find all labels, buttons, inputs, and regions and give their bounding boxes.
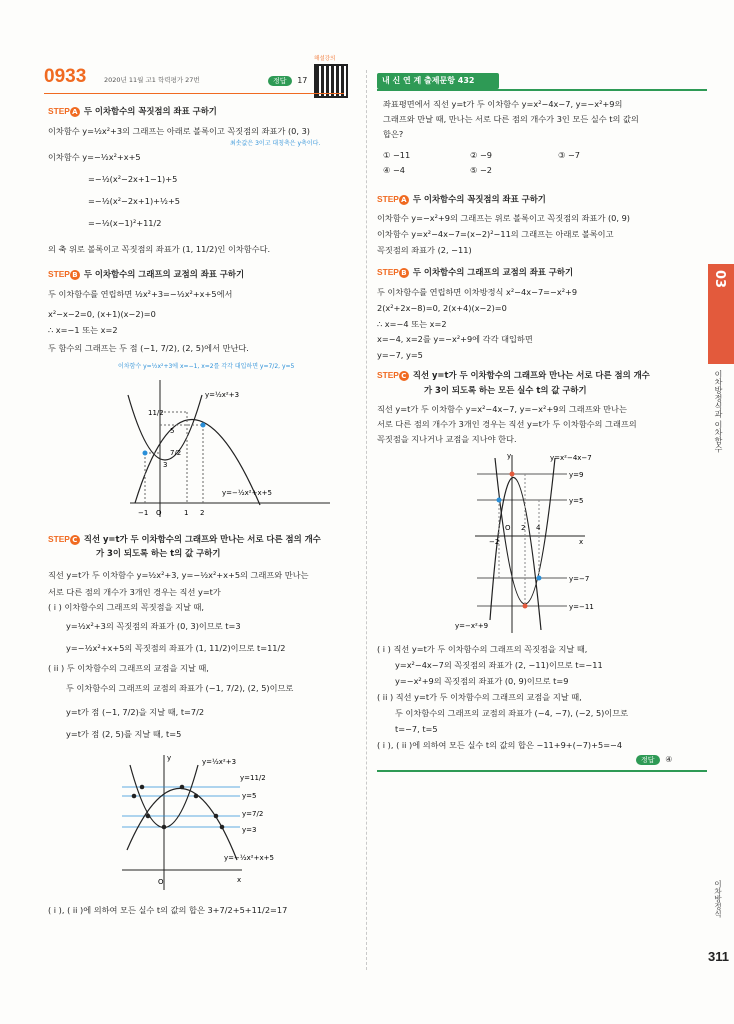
step-a-line-5: =−½(x−1)²+11/2 xyxy=(88,218,162,228)
graph-1-y-11-2: 11/2 xyxy=(148,409,164,417)
column-divider xyxy=(366,70,367,970)
right-step-b-line-4: x=−4, x=2를 y=−x²+9에 각각 대입하면 xyxy=(377,334,533,344)
right-step-c-line-1: 직선 y=t가 두 이차함수 y=x²−4x−7, y=−x²+9의 그래프와 만나는 xyxy=(377,404,627,414)
graph-2-point-6 xyxy=(132,794,137,799)
graph-2-label-f2: y=−½x²+x+5 xyxy=(224,854,274,862)
right-step-c-heading-2: 가 3이 되도록 하는 모든 실수 t의 값 구하기 xyxy=(424,385,587,395)
right-graph-x-m2: −2 xyxy=(489,538,500,546)
right-answer-value: ④ xyxy=(665,755,673,764)
graph-2-label-h2: y=5 xyxy=(242,792,257,800)
right-sol-line-1: ( i ) 직선 y=t가 두 이차함수의 그래프의 꼭짓점을 지날 때, xyxy=(377,644,588,654)
graph-2-downward-parabola xyxy=(127,788,237,860)
step-a-line-1: 이차함수 y=½x²+3의 그래프는 아래로 볼록이고 꼭짓점의 좌표가 (0, 3) xyxy=(48,126,310,136)
graph-1-x-0: O xyxy=(156,509,162,517)
right-step-a-heading: STEP A 두 이차함수의 꼭짓점의 좌표 구하기 xyxy=(377,194,546,204)
graph-2-label-h1: y=11/2 xyxy=(240,774,266,782)
right-sol-line-2: y=x²−4x−7의 꼭짓점의 좌표가 (2, −11)이므로 t=−11 xyxy=(395,660,603,670)
right-step-a-line-1: 이차함수 y=−x²+9의 그래프는 위로 볼록이고 꼭짓점의 좌표가 (0, 9) xyxy=(377,213,630,223)
step-a-line-3: =−½(x²−2x+1−1)+5 xyxy=(88,174,178,184)
graph-2-point-3 xyxy=(146,814,151,819)
graph-2 xyxy=(112,750,342,895)
right-answer-badge: 정답 xyxy=(636,755,660,765)
step-c-line-4: y=½x²+3의 꼭짓점의 좌표가 (0, 3)이므로 t=3 xyxy=(66,621,241,631)
graph-1-y-3: 3 xyxy=(163,461,168,469)
graph-1-x-m1: −1 xyxy=(138,509,149,517)
question-line-3: 합은? xyxy=(383,129,404,139)
step-a-line-2: 이차함수 y=−½x²+x+5 xyxy=(48,152,141,162)
graph-2-label-f1: y=½x²+3 xyxy=(202,758,237,766)
right-graph-y-label: y xyxy=(507,452,512,460)
choice-5[interactable]: ⑤ −2 xyxy=(470,165,493,175)
step-b-line-2: x²−x−2=0, (x+1)(x−2)=0 xyxy=(48,309,156,319)
step-b-line-4: 두 함수의 그래프는 두 점 (−1, 7/2), (2, 5)에서 만난다. xyxy=(48,343,249,353)
step-c-line-8: y=t가 점 (−1, 7/2)을 지날 때, t=7/2 xyxy=(66,707,205,717)
graph-2-point-5 xyxy=(140,785,145,790)
step-a-line-6: 의 축 위로 볼록이고 꼭짓점의 좌표가 (1, 11/2)인 이차함수다. xyxy=(48,244,271,254)
right-graph-label-f1: y=x²−4x−7 xyxy=(550,454,592,462)
right-step-b-heading: STEP B 두 이차함수의 그래프의 교점의 좌표 구하기 xyxy=(377,267,574,277)
step-b-line-3: ∴ x=−1 또는 x=2 xyxy=(48,325,118,335)
choice-4[interactable]: ④ −4 xyxy=(383,165,406,175)
right-graph-label-h5: y=5 xyxy=(569,497,584,505)
right-sol-line-7: ( i ), ( ii )에 의하여 모든 실수 t의 값의 합은 −11+9+(−7)+5=−4 xyxy=(377,740,623,750)
chapter-tab[interactable]: 03 xyxy=(708,264,734,364)
answer-indicator xyxy=(268,76,307,85)
right-step-b-line-3: ∴ x=−4 또는 x=2 xyxy=(377,319,447,329)
graph-1-intersection-right xyxy=(201,423,206,428)
right-step-c-heading-1: STEP C 직선 y=t가 두 이차함수의 그래프와 만나는 서로 다른 점의 개수 xyxy=(377,370,650,380)
step-a-note: 최솟값은 3이고 대칭축은 y축이다. xyxy=(230,140,321,147)
graph-1-x-2: 2 xyxy=(200,509,205,517)
right-graph-origin: O xyxy=(505,524,511,532)
right-step-c-line-2: 서로 다른 점의 개수가 3개인 경우는 직선 y=t가 두 이차함수의 그래프의 xyxy=(377,419,637,429)
right-bottom-rule xyxy=(377,770,707,772)
right-sol-line-5: 두 이차함수의 그래프의 교점의 좌표가 (−4, −7), (−2, 5)이므로 xyxy=(395,708,629,718)
right-header: 내 신 연 계 출제문항 432 xyxy=(377,73,499,89)
graph-2-label-h4: y=3 xyxy=(242,826,257,834)
section-title: 이차방정식 xyxy=(713,880,723,918)
right-sol-line-4: ( ii ) 직선 y=t가 두 이차함수의 그래프의 교점을 지날 때, xyxy=(377,692,582,702)
graph-1-label-f1: y=½x²+3 xyxy=(205,391,240,399)
right-graph-label-hm11: y=−11 xyxy=(569,603,594,611)
right-graph-vertex-bottom xyxy=(523,604,528,609)
right-graph-intersection-1 xyxy=(497,498,502,503)
page-number: 311 xyxy=(708,949,729,964)
right-graph-x-label: x xyxy=(579,538,584,546)
right-step-a-line-2: 이차함수 y=x²−4x−7=(x−2)²−11의 그래프는 아래로 볼록이고 xyxy=(377,229,614,239)
graph-2-label-h3: y=7/2 xyxy=(242,810,264,818)
choice-2[interactable]: ② −9 xyxy=(470,150,493,160)
question-line-2: 그래프와 만날 때, 만나는 서로 다른 점의 개수가 3인 모든 실수 t의 값의 xyxy=(383,114,639,124)
qr-label: 해설강의 xyxy=(314,56,336,62)
right-sol-line-6: t=−7, t=5 xyxy=(395,724,438,734)
step-b-heading: STEP B 두 이차함수의 그래프의 교점의 좌표 구하기 xyxy=(48,269,245,279)
graph-1-x-1: 1 xyxy=(184,509,189,517)
exam-info: 2020년 11월 고1 학력평가 27번 xyxy=(104,76,200,84)
right-sol-line-3: y=−x²+9의 꼭짓점의 좌표가 (0, 9)이므로 t=9 xyxy=(395,676,569,686)
left-conclusion: ( i ), ( ii )에 의하여 모든 실수 t의 값의 합은 3+7/2+5+11/2=17 xyxy=(48,905,288,915)
graph-1-intersection-left xyxy=(143,451,148,456)
right-header-rule xyxy=(377,89,707,91)
right-graph-x-4: 4 xyxy=(536,524,541,532)
right-graph-label-h9: y=9 xyxy=(569,471,584,479)
graph-1-y-5: 5 xyxy=(170,427,175,435)
right-graph-vertex-top xyxy=(510,472,515,477)
step-c-line-6: ( ii ) 두 이차함수의 그래프의 교점을 지날 때, xyxy=(48,663,209,673)
step-c-heading-2: 가 3이 되도록 하는 t의 값 구하기 xyxy=(96,548,221,558)
graph-1 xyxy=(110,375,340,525)
graph-2-point-1 xyxy=(162,825,167,830)
step-c-heading-1: STEP C 직선 y=t가 두 이차함수의 그래프와 만나는 서로 다른 점의 개수 xyxy=(48,534,321,544)
question-line-1: 좌표평면에서 직선 y=t가 두 이차함수 y=x²−4x−7, y=−x²+9의 xyxy=(383,99,623,109)
step-b-line-1: 두 이차함수를 연립하면 ½x²+3=−½x²+x+5에서 xyxy=(48,289,233,299)
right-step-c-line-3: 꼭짓점을 지나거나 교점을 지나야 한다. xyxy=(377,434,517,444)
step-c-line-3: ( i ) 이차함수의 그래프의 꼭짓점을 지날 때, xyxy=(48,602,205,612)
step-c-line-1: 직선 y=t가 두 이차함수 y=½x²+3, y=−½x²+x+5의 그래프와 만나는 xyxy=(48,570,309,580)
step-a-line-4: =−½(x²−2x+1)+½+5 xyxy=(88,196,181,206)
right-step-b-line-2: 2(x²+2x−8)=0, 2(x+4)(x−2)=0 xyxy=(377,303,507,313)
right-step-b-line-1: 두 이차함수를 연립하면 이차방정식 x²−4x−7=−x²+9 xyxy=(377,287,578,297)
right-graph-intersection-2 xyxy=(537,576,542,581)
graph-2-point-2 xyxy=(180,785,185,790)
step-b-note: 이차함수 y=½x²+3에 x=−1, x=2를 각각 대입하면 y=7/2, y=5 xyxy=(118,363,295,370)
right-graph-label-f2: y=−x²+9 xyxy=(455,622,489,630)
graph-2-point-7 xyxy=(214,814,219,819)
header-rule xyxy=(44,93,344,94)
graph-1-label-f2: y=−½x²+x+5 xyxy=(222,489,272,497)
right-answer-indicator xyxy=(636,755,672,764)
problem-number: 0933 xyxy=(44,66,87,87)
right-graph xyxy=(455,450,625,635)
graph-2-y-label: y xyxy=(167,754,172,762)
choice-1[interactable]: ① −11 xyxy=(383,150,411,160)
answer-value: 17 xyxy=(297,76,308,85)
choice-3[interactable]: ③ −7 xyxy=(558,150,581,160)
chapter-title: 이차방정식과 이차함수 xyxy=(714,370,723,453)
step-c-line-5: y=−½x²+x+5의 꼭짓점의 좌표가 (1, 11/2)이므로 t=11/2 xyxy=(66,643,286,653)
right-step-b-line-5: y=−7, y=5 xyxy=(377,350,423,360)
graph-2-point-4 xyxy=(194,794,199,799)
answer-badge: 정답 xyxy=(268,76,292,86)
step-c-line-9: y=t가 점 (2, 5)를 지날 때, t=5 xyxy=(66,729,182,739)
graph-1-y-7-2: 7/2 xyxy=(170,449,182,457)
right-graph-label-hm7: y=−7 xyxy=(569,575,590,583)
graph-2-x-label: x xyxy=(237,876,242,884)
step-c-line-7: 두 이차함수의 그래프의 교점의 좌표가 (−1, 7/2), (2, 5)이므로 xyxy=(66,683,294,693)
right-step-a-line-3: 꼭짓점의 좌표가 (2, −11) xyxy=(377,245,472,255)
step-a-heading: STEP A 두 이차함수의 꼭짓점의 좌표 구하기 xyxy=(48,106,217,116)
graph-1-upward-parabola xyxy=(128,395,202,460)
graph-2-point-8 xyxy=(220,825,225,830)
right-graph-x-2: 2 xyxy=(521,524,526,532)
step-c-line-2: 서로 다른 점의 개수가 3개인 경우는 직선 y=t가 xyxy=(48,587,221,597)
graph-2-origin: O xyxy=(158,878,164,886)
